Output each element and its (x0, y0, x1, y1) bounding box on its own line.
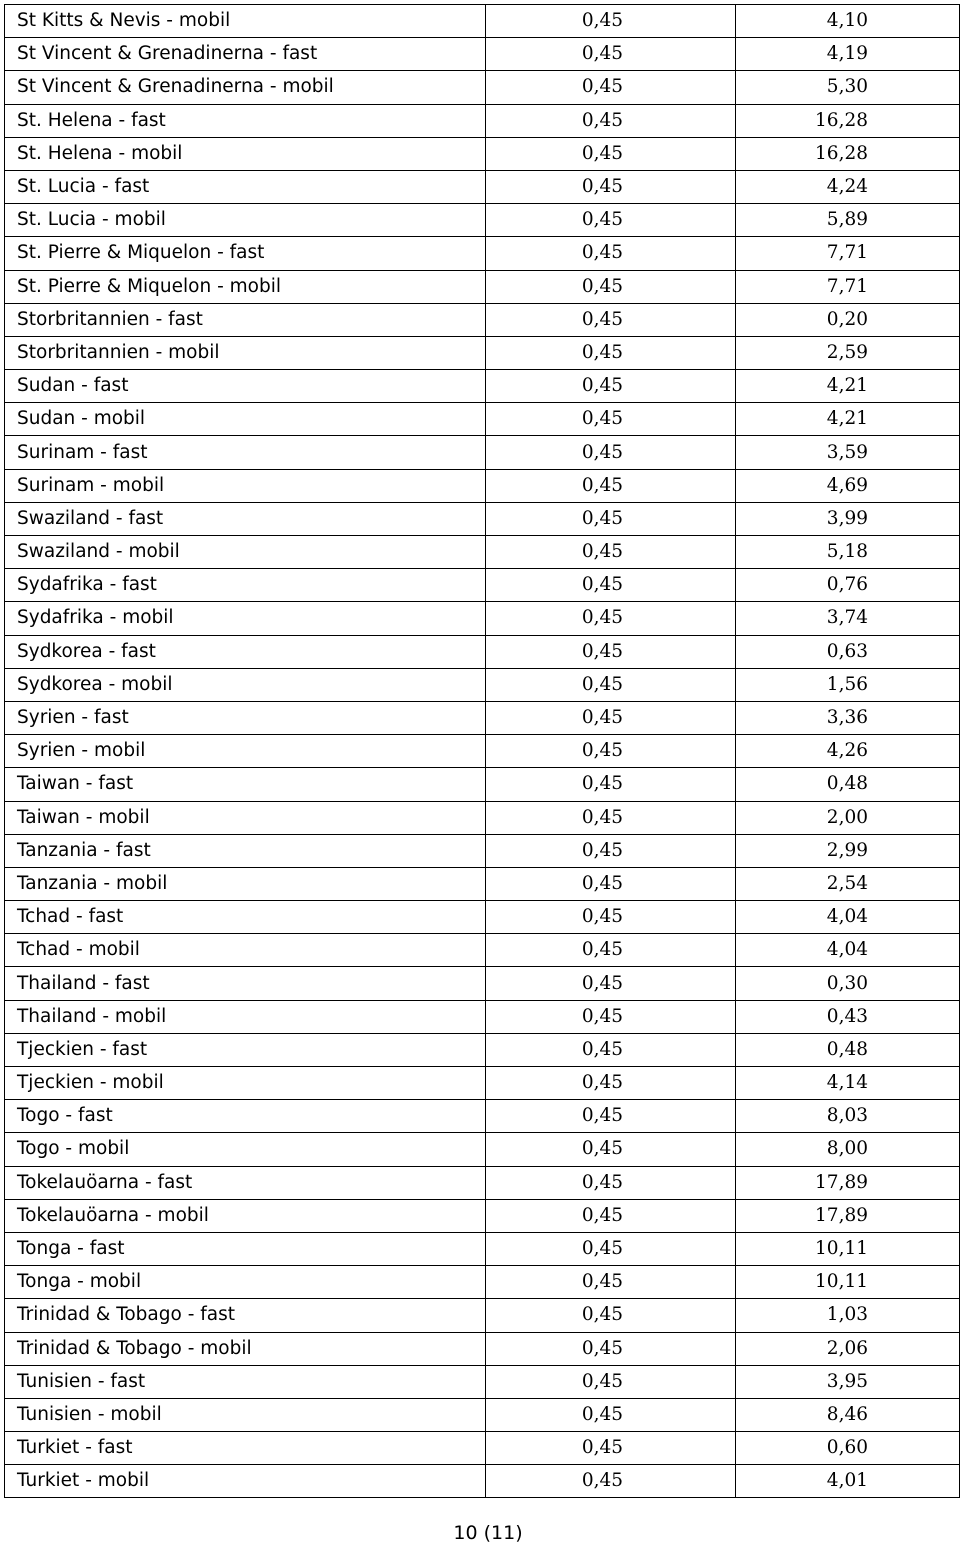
rate-cell-1: 0,45 (486, 1432, 736, 1465)
destination-cell: Thailand - fast (5, 967, 486, 1000)
table-row (5, 735, 960, 768)
table-row (5, 834, 960, 867)
rate-cell-1: 0,45 (486, 5, 736, 38)
table-row (5, 1332, 960, 1365)
table-row (5, 801, 960, 834)
rate-cell-2: 4,21 (736, 370, 960, 403)
table-row (5, 1398, 960, 1431)
table-row (5, 336, 960, 369)
table-row (5, 867, 960, 900)
destination-cell: Surinam - mobil (5, 469, 486, 502)
table-row (5, 237, 960, 270)
rate-cell-1: 0,45 (486, 867, 736, 900)
rate-cell-1: 0,45 (486, 834, 736, 867)
rate-cell-2: 16,28 (736, 104, 960, 137)
table-row (5, 370, 960, 403)
destination-cell: Syrien - fast (5, 701, 486, 734)
rate-cell-1: 0,45 (486, 436, 736, 469)
rate-cell-1: 0,45 (486, 237, 736, 270)
destination-cell: Storbritannien - fast (5, 303, 486, 336)
table-row (5, 1100, 960, 1133)
destination-cell: Syrien - mobil (5, 735, 486, 768)
rate-cell-1: 0,45 (486, 901, 736, 934)
table-row (5, 38, 960, 71)
rate-cell-1: 0,45 (486, 801, 736, 834)
table-row (5, 635, 960, 668)
destination-cell: Trinidad & Tobago - fast (5, 1299, 486, 1332)
rate-cell-1: 0,45 (486, 403, 736, 436)
rate-cell-1: 0,45 (486, 536, 736, 569)
rate-cell-2: 2,00 (736, 801, 960, 834)
rate-cell-1: 0,45 (486, 170, 736, 203)
destination-cell: Trinidad & Tobago - mobil (5, 1332, 486, 1365)
rate-cell-1: 0,45 (486, 204, 736, 237)
table-row (5, 1033, 960, 1066)
table-row (5, 1166, 960, 1199)
destination-cell: Sydafrika - fast (5, 569, 486, 602)
rate-cell-1: 0,45 (486, 270, 736, 303)
table-row (5, 1232, 960, 1265)
rate-cell-1: 0,45 (486, 1133, 736, 1166)
table-row (5, 1000, 960, 1033)
rate-cell-1: 0,45 (486, 336, 736, 369)
rate-cell-2: 0,43 (736, 1000, 960, 1033)
rate-cell-2: 0,30 (736, 967, 960, 1000)
rate-cell-2: 5,18 (736, 536, 960, 569)
rate-cell-2: 3,99 (736, 502, 960, 535)
rate-cell-1: 0,45 (486, 469, 736, 502)
table-row (5, 668, 960, 701)
table-row (5, 170, 960, 203)
rate-cell-1: 0,45 (486, 1299, 736, 1332)
table-row (5, 536, 960, 569)
destination-cell: Tjeckien - mobil (5, 1067, 486, 1100)
table-row (5, 469, 960, 502)
rate-cell-1: 0,45 (486, 1199, 736, 1232)
destination-cell: Sudan - fast (5, 370, 486, 403)
destination-cell: Togo - mobil (5, 1133, 486, 1166)
table-row (5, 71, 960, 104)
rate-cell-1: 0,45 (486, 502, 736, 535)
table-row (5, 137, 960, 170)
rate-cell-2: 5,89 (736, 204, 960, 237)
rate-cell-1: 0,45 (486, 735, 736, 768)
rate-cell-1: 0,45 (486, 1033, 736, 1066)
rate-cell-1: 0,45 (486, 1100, 736, 1133)
destination-cell: Sydafrika - mobil (5, 602, 486, 635)
table-row (5, 602, 960, 635)
table-row (5, 901, 960, 934)
rate-cell-2: 4,26 (736, 735, 960, 768)
rate-cell-1: 0,45 (486, 1166, 736, 1199)
table-row (5, 1432, 960, 1465)
destination-cell: St. Helena - mobil (5, 137, 486, 170)
rate-cell-1: 0,45 (486, 1000, 736, 1033)
rate-cell-2: 4,69 (736, 469, 960, 502)
rate-cell-1: 0,45 (486, 104, 736, 137)
rate-cell-2: 3,74 (736, 602, 960, 635)
destination-cell: Taiwan - fast (5, 768, 486, 801)
rate-cell-2: 4,19 (736, 38, 960, 71)
rate-cell-2: 4,21 (736, 403, 960, 436)
rate-cell-1: 0,45 (486, 137, 736, 170)
destination-cell: Thailand - mobil (5, 1000, 486, 1033)
rate-cell-2: 8,03 (736, 1100, 960, 1133)
rate-cell-2: 2,59 (736, 336, 960, 369)
rate-cell-1: 0,45 (486, 38, 736, 71)
rate-cell-1: 0,45 (486, 967, 736, 1000)
rate-cell-2: 0,48 (736, 1033, 960, 1066)
table-row (5, 1199, 960, 1232)
rate-cell-1: 0,45 (486, 635, 736, 668)
destination-cell: Taiwan - mobil (5, 801, 486, 834)
rate-cell-2: 4,14 (736, 1067, 960, 1100)
destination-cell: Surinam - fast (5, 436, 486, 469)
rate-cell-2: 8,00 (736, 1133, 960, 1166)
destination-cell: Tjeckien - fast (5, 1033, 486, 1066)
table-row (5, 1266, 960, 1299)
destination-cell: Sydkorea - fast (5, 635, 486, 668)
table-row (5, 1299, 960, 1332)
rate-cell-2: 2,99 (736, 834, 960, 867)
table-row (5, 502, 960, 535)
destination-cell: Turkiet - mobil (5, 1465, 486, 1498)
rate-cell-2: 1,56 (736, 668, 960, 701)
rate-table (4, 4, 960, 1498)
rate-cell-1: 0,45 (486, 303, 736, 336)
rate-cell-2: 4,10 (736, 5, 960, 38)
table-row (5, 403, 960, 436)
rate-cell-2: 17,89 (736, 1199, 960, 1232)
page-number: 10 (11) (453, 1522, 523, 1544)
table-row (5, 303, 960, 336)
rate-cell-1: 0,45 (486, 1067, 736, 1100)
table-row (5, 270, 960, 303)
rate-cell-2: 0,76 (736, 569, 960, 602)
rate-cell-2: 0,60 (736, 1432, 960, 1465)
rate-cell-2: 4,01 (736, 1465, 960, 1498)
rate-cell-1: 0,45 (486, 1332, 736, 1365)
destination-cell: Tunisien - mobil (5, 1398, 486, 1431)
table-row (5, 1133, 960, 1166)
destination-cell: St Kitts & Nevis - mobil (5, 5, 486, 38)
rate-cell-1: 0,45 (486, 768, 736, 801)
rate-cell-2: 10,11 (736, 1266, 960, 1299)
destination-cell: Swaziland - mobil (5, 536, 486, 569)
rate-table-body (5, 5, 960, 1498)
rate-cell-2: 7,71 (736, 270, 960, 303)
destination-cell: Tonga - mobil (5, 1266, 486, 1299)
rate-cell-2: 4,24 (736, 170, 960, 203)
rate-cell-1: 0,45 (486, 934, 736, 967)
destination-cell: St Vincent & Grenadinerna - mobil (5, 71, 486, 104)
rate-cell-1: 0,45 (486, 602, 736, 635)
table-row (5, 768, 960, 801)
destination-cell: Tokelauöarna - fast (5, 1166, 486, 1199)
rate-cell-2: 0,48 (736, 768, 960, 801)
table-row (5, 436, 960, 469)
rate-cell-2: 3,95 (736, 1365, 960, 1398)
rate-cell-1: 0,45 (486, 701, 736, 734)
destination-cell: St. Pierre & Miquelon - mobil (5, 270, 486, 303)
table-row (5, 1067, 960, 1100)
destination-cell: Turkiet - fast (5, 1432, 486, 1465)
destination-cell: Swaziland - fast (5, 502, 486, 535)
destination-cell: St Vincent & Grenadinerna - fast (5, 38, 486, 71)
rate-cell-2: 7,71 (736, 237, 960, 270)
rate-cell-2: 2,54 (736, 867, 960, 900)
rate-cell-2: 0,63 (736, 635, 960, 668)
rate-cell-2: 5,30 (736, 71, 960, 104)
rate-cell-2: 4,04 (736, 934, 960, 967)
destination-cell: Tanzania - fast (5, 834, 486, 867)
destination-cell: St. Lucia - mobil (5, 204, 486, 237)
destination-cell: Sydkorea - mobil (5, 668, 486, 701)
destination-cell: St. Pierre & Miquelon - fast (5, 237, 486, 270)
rate-cell-2: 0,20 (736, 303, 960, 336)
destination-cell: Sudan - mobil (5, 403, 486, 436)
rate-cell-2: 1,03 (736, 1299, 960, 1332)
table-row (5, 104, 960, 137)
destination-cell: Tokelauöarna - mobil (5, 1199, 486, 1232)
rate-cell-2: 2,06 (736, 1332, 960, 1365)
destination-cell: St. Helena - fast (5, 104, 486, 137)
destination-cell: Tonga - fast (5, 1232, 486, 1265)
rate-cell-1: 0,45 (486, 1266, 736, 1299)
rate-cell-1: 0,45 (486, 71, 736, 104)
table-row (5, 1365, 960, 1398)
table-row (5, 5, 960, 38)
rate-cell-1: 0,45 (486, 1398, 736, 1431)
destination-cell: Tchad - fast (5, 901, 486, 934)
table-row (5, 701, 960, 734)
rate-cell-2: 3,59 (736, 436, 960, 469)
table-row (5, 1465, 960, 1498)
rate-cell-1: 0,45 (486, 569, 736, 602)
destination-cell: St. Lucia - fast (5, 170, 486, 203)
destination-cell: Tchad - mobil (5, 934, 486, 967)
table-row (5, 569, 960, 602)
rate-cell-1: 0,45 (486, 1365, 736, 1398)
rate-cell-1: 0,45 (486, 370, 736, 403)
rate-cell-2: 8,46 (736, 1398, 960, 1431)
destination-cell: Storbritannien - mobil (5, 336, 486, 369)
rate-cell-1: 0,45 (486, 1465, 736, 1498)
destination-cell: Tunisien - fast (5, 1365, 486, 1398)
rate-cell-2: 16,28 (736, 137, 960, 170)
table-row (5, 934, 960, 967)
destination-cell: Togo - fast (5, 1100, 486, 1133)
rate-cell-2: 17,89 (736, 1166, 960, 1199)
rate-cell-1: 0,45 (486, 668, 736, 701)
rate-cell-2: 10,11 (736, 1232, 960, 1265)
rate-cell-2: 4,04 (736, 901, 960, 934)
table-row (5, 204, 960, 237)
rate-cell-2: 3,36 (736, 701, 960, 734)
destination-cell: Tanzania - mobil (5, 867, 486, 900)
rate-cell-1: 0,45 (486, 1232, 736, 1265)
table-row (5, 967, 960, 1000)
